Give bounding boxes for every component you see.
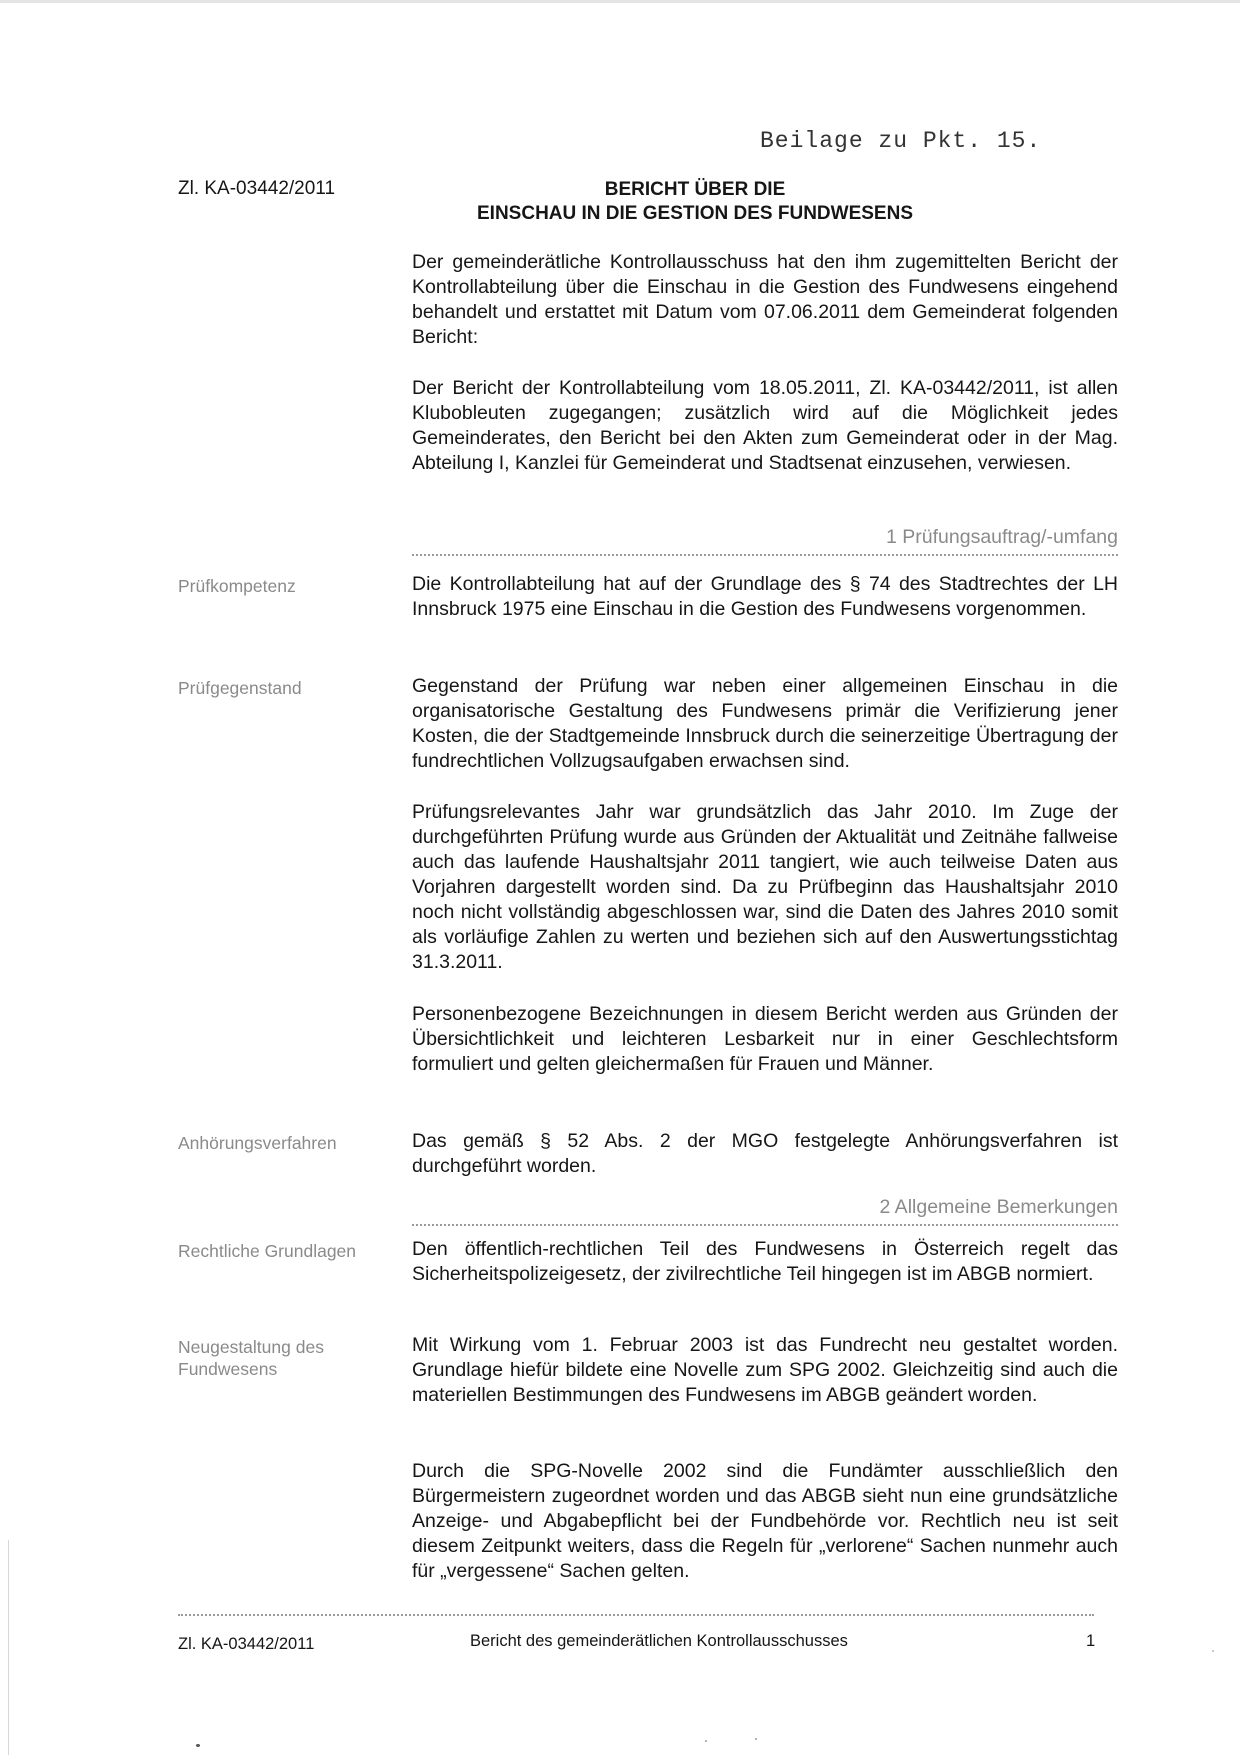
report-title-line-1: BERICHT ÜBER DIE: [604, 179, 786, 200]
scan-top-edge: [0, 0, 1240, 3]
paragraph-pruefgegenstand: Gegenstand der Prüfung war neben einer allgemeinen Einschau in die organisatorische Gestaltung des Fundwesens primär die Verifizierung jener Kosten, die der Stadtgemeinde Innsbruck durch die seinerzeitige Übertragung der fundrechtlichen Vollzugsaufgaben erwachsen sind.: [412, 675, 1118, 772]
paragraph-anhoerungsverfahren: Das gemäß § 52 Abs. 2 der MGO festgelegte Anhörungsverfahren ist durchgeführt worden.: [412, 1130, 1118, 1177]
section-1-heading: 1 Prüfungsauftrag/-umfang: [886, 526, 1118, 548]
report-title: [460, 178, 930, 226]
section-2-rule: [412, 1224, 1118, 1226]
sidenote-neugestaltung: Neugestaltung des Fundwesens: [178, 1337, 324, 1379]
footer-title: Bericht des gemeinderätlichen Kontrollausschusses: [470, 1632, 848, 1650]
scan-speck: [755, 1738, 757, 1740]
scan-left-edge: [8, 1540, 9, 1755]
paragraph-personenbezeichnungen: Personenbezogene Bezeichnungen in diesem Bericht werden aus Gründen der Übersichtlichkeit und leichteren Lesbarkeit nur in einer Geschlechtsform formuliert und gelten gleichermaßen für Frauen und Männer.: [412, 1003, 1118, 1075]
paragraph-pruefkompetenz: Die Kontrollabteilung hat auf der Grundlage des § 74 des Stadtrechtes der LH Innsbruck 1975 eine Einschau in die Gestion des Fundwesens vorgenommen.: [412, 573, 1118, 620]
paragraph-rechtliche-grundlagen: Den öffentlich-rechtlichen Teil des Fundwesens in Österreich regelt das Sicherheitspolizeigesetz, der zivilrechtliche Teil hingegen ist im ABGB normiert.: [412, 1238, 1118, 1285]
page-number: 1: [1086, 1632, 1096, 1650]
attachment-stamp: Beilage zu Pkt. 15.: [760, 128, 1042, 154]
sidenote-pruefgegenstand: Prüfgegenstand: [178, 678, 302, 698]
scan-speck: [705, 1740, 707, 1742]
paragraph-neugestaltung: Mit Wirkung vom 1. Februar 2003 ist das Fundrecht neu gestaltet worden. Grundlage hiefür bildete eine Novelle zum SPG 2002. Gleichzeitig sind auch die materiellen Bestimmungen des Fundwesens im ABGB geändert worden.: [412, 1334, 1118, 1406]
sidenote-rechtliche-grundlagen: Rechtliche Grundlagen: [178, 1241, 357, 1261]
intro-paragraph-2: Der Bericht der Kontrollabteilung vom 18.05.2011, Zl. KA-03442/2011, ist allen Klubobleuten zugegangen; zusätzlich wird auf die Möglichkeit jedes Gemeinderates, den Bericht bei den Akten zum Gemeinderat oder in der Mag. Abteilung I, Kanzlei für Gemeinderat und Stadtsenat einzusehen, verwiesen.: [412, 377, 1118, 474]
section-2-heading: 2 Allgemeine Bemerkungen: [879, 1196, 1118, 1218]
paragraph-spg-novelle: Durch die SPG-Novelle 2002 sind die Fundämter ausschließlich den Bürgermeistern zugeordnet worden und das ABGB sieht nun eine grundsätzliche Anzeige- und Abgabepflicht bei der Fundbehörde vor. Rechtlich neu ist seit diesem Zeitpunkt weiters, dass die Regeln für „verlorene“ Sachen nunmehr auch für „vergessene“ Sachen gelten.: [412, 1460, 1118, 1582]
sidenote-pruefkompetenz: Prüfkompetenz: [178, 576, 296, 596]
reference-number: Zl. KA-03442/2011: [178, 178, 336, 199]
footer-reference: Zl. KA-03442/2011: [178, 1635, 315, 1653]
scan-speck: [1212, 1650, 1214, 1652]
intro-paragraph-1: Der gemeinderätliche Kontrollausschuss hat den ihm zugemittelten Bericht der Kontrollabteilung über die Einschau in die Gestion des Fundwesens eingehend behandelt und erstattet mit Datum vom 07.06.2011 dem Gemeinderat folgenden Bericht:: [412, 251, 1118, 348]
scan-speck: [196, 1744, 200, 1747]
footer-rule: [178, 1614, 1094, 1616]
paragraph-pruefungsjahr: Prüfungsrelevantes Jahr war grundsätzlich das Jahr 2010. Im Zuge der durchgeführten Prüfung wurde aus Gründen der Aktualität und Zeitnähe fallweise auch das laufende Haushaltsjahr 2011 tangiert, wie auch teilweise Daten aus Vorjahren dargestellt worden sind. Da zu Prüfbeginn das Haushaltsjahr 2010 noch nicht vollständig abgeschlossen war, sind die Daten des Jahres 2010 somit als vorläufige Zahlen zu werten und beziehen sich auf den Auswertungsstichtag 31.3.2011.: [412, 801, 1118, 973]
section-1-rule: [412, 554, 1118, 556]
sidenote-anhoerungsverfahren: Anhörungsverfahren: [178, 1133, 337, 1153]
report-title-line-2: EINSCHAU IN DIE GESTION DES FUNDWESENS: [477, 203, 913, 224]
